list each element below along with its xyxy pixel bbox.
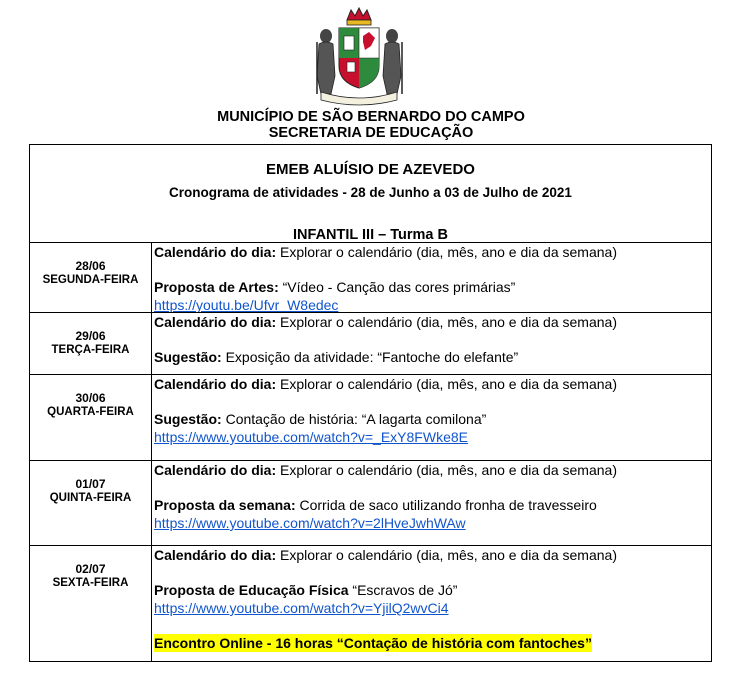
activity-text: “Escravos de Jó” <box>348 582 458 598</box>
calendar-label: Calendário do dia: <box>154 314 277 330</box>
date: 29/06 <box>75 329 106 343</box>
municipality-title: MUNICÍPIO DE SÃO BERNARDO DO CAMPO <box>217 109 525 125</box>
activity-label: Proposta de Artes: <box>154 279 279 295</box>
schedule-title: Cronograma de atividades - 28 de Junho a 03 de Julho de 2021 <box>169 185 572 200</box>
day-row <box>30 312 711 374</box>
date-cell <box>30 243 152 312</box>
video-link[interactable]: https://www.youtube.com/watch?v=_ExY8FWke8E <box>154 429 468 445</box>
date: 28/06 <box>75 259 106 273</box>
activity-text: Corrida de saco utilizando fronha de travesseiro <box>295 497 597 513</box>
activity-label: Proposta da semana: <box>154 497 296 513</box>
weekday: TERÇA-FEIRA <box>51 344 130 356</box>
weekday: SEXTA-FEIRA <box>52 577 129 589</box>
school-name: EMEB ALUÍSIO DE AZEVEDO <box>266 161 475 178</box>
calendar-label: Calendário do dia: <box>154 547 277 563</box>
date-cell <box>30 546 152 661</box>
calendar-label: Calendário do dia: <box>154 244 277 260</box>
coat-of-arms-logo <box>311 6 407 106</box>
calendar-text: Explorar o calendário (dia, mês, ano e dia da semana) <box>276 547 617 563</box>
calendar-text: Explorar o calendário (dia, mês, ano e dia da semana) <box>276 244 617 260</box>
activity-text: Exposição da atividade: “Fantoche do elefante” <box>221 349 519 365</box>
schedule-table <box>29 144 712 662</box>
department-title: SECRETARIA DE EDUCAÇÃO <box>268 125 474 141</box>
date-cell <box>30 375 152 460</box>
day-row <box>30 460 711 545</box>
day-row <box>30 545 711 661</box>
activities-cell <box>154 375 707 446</box>
date: 30/06 <box>75 391 106 405</box>
activities-cell <box>154 243 707 314</box>
activity-text: “Vídeo - Canção das cores primárias” <box>278 279 516 295</box>
calendar-text: Explorar o calendário (dia, mês, ano e dia da semana) <box>276 376 617 392</box>
video-link[interactable]: https://www.youtube.com/watch?v=YjilQ2wvCi4 <box>154 600 449 616</box>
video-link[interactable]: https://www.youtube.com/watch?v=2lHveJwhWAw <box>154 515 466 531</box>
calendar-text: Explorar o calendário (dia, mês, ano e dia da semana) <box>276 462 617 478</box>
date-cell <box>30 313 152 374</box>
day-row <box>30 374 711 460</box>
date: 02/07 <box>75 562 106 576</box>
activity-label: Proposta de Educação Física <box>154 582 349 598</box>
day-row <box>30 242 711 312</box>
weekday: QUINTA-FEIRA <box>49 492 132 504</box>
activities-cell <box>154 461 707 532</box>
date: 01/07 <box>75 477 106 491</box>
activities-cell <box>154 546 707 652</box>
activities-cell <box>154 313 707 366</box>
weekday: SEGUNDA-FEIRA <box>42 274 139 286</box>
weekday: QUARTA-FEIRA <box>47 406 134 418</box>
calendar-label: Calendário do dia: <box>154 462 277 478</box>
class-name: INFANTIL III – Turma B <box>293 227 448 243</box>
activity-label: Sugestão: <box>154 411 222 427</box>
online-meeting-highlight: Encontro Online - 16 horas “Contação de história com fantoches” <box>154 635 592 651</box>
calendar-text: Explorar o calendário (dia, mês, ano e dia da semana) <box>276 314 617 330</box>
date-cell <box>30 461 152 545</box>
activity-label: Sugestão: <box>154 349 222 365</box>
video-link[interactable]: https://youtu.be/Ufvr_W8edec <box>154 297 339 313</box>
activity-text: Contação de história: “A lagarta comilona” <box>221 411 487 427</box>
calendar-label: Calendário do dia: <box>154 376 277 392</box>
